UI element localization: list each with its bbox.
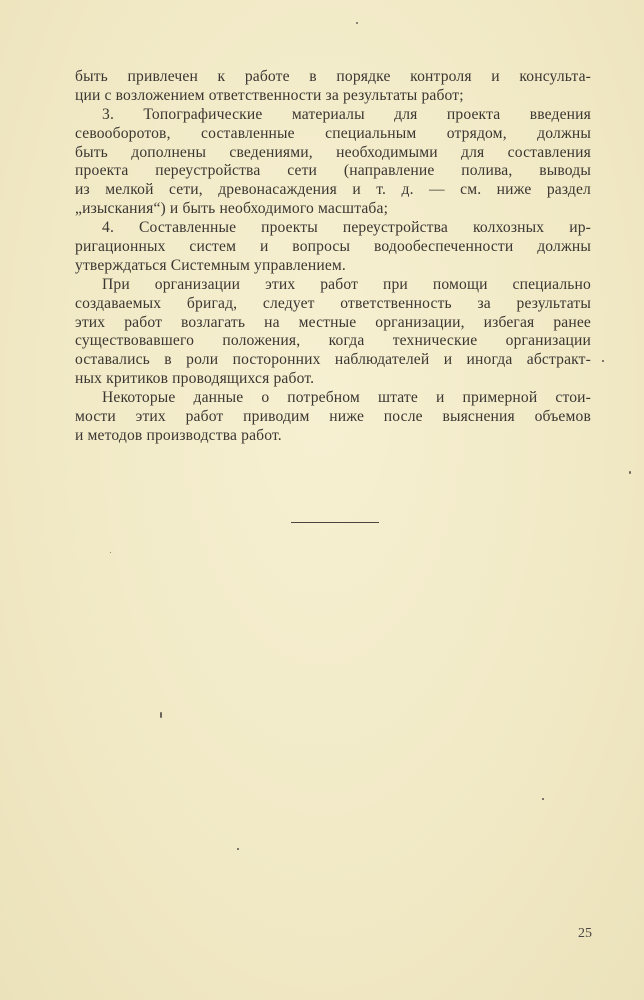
paragraph-organization <box>75 276 591 389</box>
print-speck <box>542 798 544 800</box>
paragraph-staff-cost <box>75 389 591 446</box>
text-line: „изыскания“) и быть необходимого масштаба; <box>75 200 389 218</box>
text-line: оставались в роли посторонних наблюдателей и иногда абстракт- <box>75 351 591 369</box>
print-speck <box>160 712 162 718</box>
print-speck <box>602 360 604 362</box>
text-line: утверждаться Системным управлением. <box>75 256 346 274</box>
page-number: 25 <box>578 926 592 941</box>
text-line: мости этих работ приводим ниже после выяснения объемов <box>75 408 591 426</box>
text-line: севооборотов, составленные специальным отрядом, должны <box>75 124 591 142</box>
text-line: из мелкой сети, древонасаждения и т. д. — см. ниже раздел <box>75 181 591 199</box>
text-line: этих работ возлагать на местные организации, избегая ранее <box>75 313 591 331</box>
print-speck <box>356 22 358 24</box>
text-line: ных критиков проводящихся работ. <box>75 370 315 388</box>
text-line: существовавшего положения, когда технические организации <box>75 332 591 350</box>
text-line: ригационных систем и вопросы водообеспеченности должны <box>75 238 591 256</box>
text-line: 4. Составленные проекты переустройства колхозных ир- <box>102 219 591 237</box>
text-line: ции с возложением ответственности за результаты работ; <box>75 86 464 104</box>
paragraph-item-4 <box>75 219 591 276</box>
paragraph-continuation <box>75 68 591 106</box>
text-line: 3. Топографические материалы для проекта введения <box>102 105 591 123</box>
text-line: быть привлечен к работе в порядке контроля и консульта- <box>75 68 591 85</box>
section-divider <box>291 522 379 523</box>
text-line: быть дополнены сведениями, необходимыми для составления <box>75 143 591 161</box>
print-speck <box>629 471 631 474</box>
text-line: проекта переустройства сети (направление полива, выводы <box>75 162 591 180</box>
body-text <box>75 68 591 446</box>
text-line: создаваемых бригад, следует ответственность за результаты <box>75 294 591 312</box>
text-line: и методов производства работ. <box>75 426 282 444</box>
paragraph-item-3 <box>75 106 591 219</box>
text-line: Некоторые данные о потребном штате и примерной стои- <box>102 389 591 407</box>
print-speck <box>237 848 239 850</box>
text-line: При организации этих работ при помощи специально <box>102 275 591 293</box>
